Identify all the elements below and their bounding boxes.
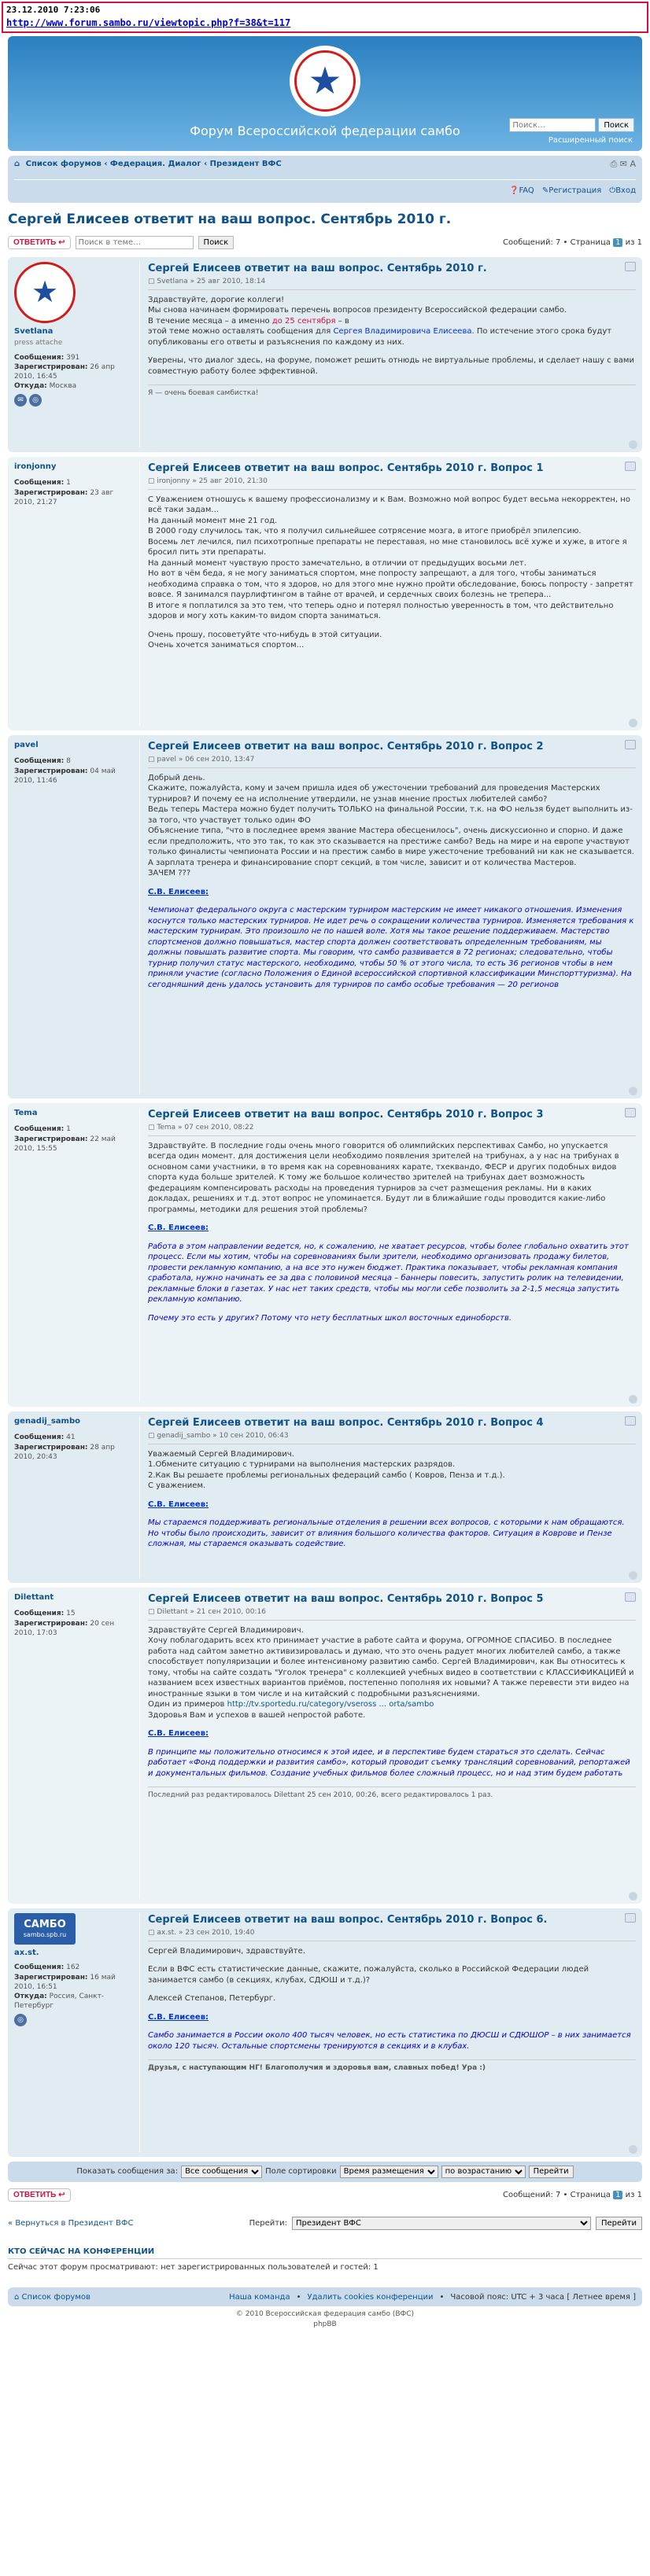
post-title[interactable]: Сергей Елисеев ответит на ваш вопрос. Сентябрь 2010 г.	[148, 262, 487, 274]
post-title[interactable]: Сергей Елисеев ответит на ваш вопрос. Сентябрь 2010 г. Вопрос 5	[148, 1592, 544, 1605]
site-header	[8, 36, 642, 151]
reply-title: С.В. Елисеев:	[148, 2012, 209, 2022]
star-logo-icon[interactable]: ★	[290, 46, 360, 116]
page-of: из 1	[625, 237, 642, 247]
post-profile: Dilettant Сообщения: 15 Зарегистрирован: 20 сен 2010, 17:03	[14, 1592, 140, 1899]
show-select[interactable]	[181, 2166, 262, 2178]
post: ★ Svetlana press attache Сообщения: 391 Зарегистрирован: 26 апр 2010, 16:45 Откуда: Москва ✉ ◎ Сергей Елисеев ответит на ваш вопрос. Сентябрь 2010 г. ▢ Svetlana » 25 авг 2010, 18:14 Здравствуйте, дорогие коллеги! Мы снова начинаем формировать перечень вопросов президенту Всероссийской федерации самбо. В течение месяца – а именно до 25 сентября – в этой теме можно оставлять сообщения для Сергея Владимировича Елисеева. По истечение этого срока будут опубликованы его ответы и разъяснения по каждому из них. Уверены, что диалог здесь, на форуме, поможет решить отнюдь не виртуальные проблемы, и сделает нашу с вами совместную работу более эффективной. Я — очень боевая самбистка!	[8, 257, 642, 452]
post-icon: ▢	[148, 278, 155, 286]
post-profile: genadij_sambo Сообщения: 41 Зарегистрирован: 28 апр 2010, 20:43	[14, 1416, 140, 1578]
online-heading: КТО СЕЙЧАС НА КОНФЕРЕНЦИИ	[8, 2247, 642, 2260]
post-profile: pavel Сообщения: 8 Зарегистрирован: 04 май 2010, 11:46	[14, 740, 140, 1094]
breadcrumb-forums[interactable]: Список форумов	[25, 160, 102, 168]
sort-go-button[interactable]: Перейти	[529, 2166, 574, 2178]
reply-label: ОТВЕТИТЬ	[13, 2191, 57, 2200]
quote-button[interactable]	[623, 1416, 636, 1429]
breadcrumb-dialog[interactable]: ‹ Федерация. Диалог	[104, 160, 201, 168]
post-title[interactable]: Сергей Елисеев ответит на ваш вопрос. Сентябрь 2010 г. Вопрос 6.	[148, 1913, 548, 1926]
sort-label: Поле сортировки	[265, 2167, 337, 2177]
post-author: ▢ ironjonny » 25 авг 2010, 21:30	[148, 477, 636, 489]
back-to-forum-link[interactable]: « Вернуться в Президент ВФС	[8, 2219, 134, 2228]
reply-text: Чемпионат федерального округа с мастерским турниром мастерским не имеет никакого отношения. Изменения коснутся только мастерских турниров. Не идет речь о сокращении количества турниров. Изменяется требования к мастерским турнирам. Это произошло не по нашей воле. Хотя мы такое решение поддерживаем. Мастерство спортсменов должно повышаться, мастер спорта должен соответствовать определенным требованиям, мы должны повышать развитие спорта. Мы говорим, что самбо развивается в 72 регионах; следовательно, чтобы турнир получил статус мастерского, необходимо, чтобы 50 % от этого числа, то есть 36 регионов чтобы в нем приняли участие (согласно Положения о Единой всероссийской спортивной классификации Минспорттуризма). На сегодняшний день удалось установить для турниров по самбо особые требования — 20 регионов	[148, 906, 634, 989]
navbar	[8, 156, 642, 203]
post-author: ▢ pavel » 06 сен 2010, 13:47	[148, 755, 636, 767]
topic-search-input[interactable]	[76, 236, 194, 249]
online-text: Сейчас этот форум просматривают: нет зарегистрированных пользователей и гостей: 1	[8, 2263, 379, 2272]
jump-label: Перейти:	[249, 2219, 287, 2228]
reply-title: С.В. Елисеев:	[148, 1729, 209, 1739]
username[interactable]: genadij_sambo	[14, 1416, 80, 1426]
quote-button[interactable]	[623, 1913, 636, 1926]
reply-text: Мы стараемся поддерживать региональные отделения в решении всех вопросов, с которыми к нам обращаются. Но чтобы было происходить, зависит от влияния большого количества факторов. Ситуация в Коврове и Пензе сложная, мы стараемся оказывать содействие.	[148, 1518, 625, 1549]
reply-arrow-icon: ↩	[58, 238, 65, 248]
external-link[interactable]: http://tv.sportedu.ru/category/vseross ... orta/sambo	[227, 1700, 434, 1709]
post-author: ▢ ax.st. » 23 сен 2010, 19:40	[148, 1928, 636, 1941]
post-author: ▢ Svetlana » 25 авг 2010, 18:14	[148, 277, 636, 289]
reply-title: С.В. Елисеев:	[148, 887, 209, 896]
page-current[interactable]: 1	[613, 238, 622, 247]
faq-link[interactable]	[509, 186, 534, 197]
reply-arrow-icon: ↩	[58, 2191, 65, 2200]
username[interactable]: Tema	[14, 1108, 38, 1117]
post-profile: ironjonny Сообщения: 1 Зарегистрирован: 23 авг 2010, 21:27	[14, 462, 140, 726]
back-to-top-icon[interactable]	[629, 2145, 637, 2154]
post-icon: ▢	[148, 1124, 155, 1132]
order-select[interactable]	[441, 2166, 526, 2178]
advanced-search-link[interactable]: Расширенный поиск	[548, 136, 633, 145]
pagination-text: Сообщений: 7 • Страница	[502, 237, 611, 247]
post-icon: ▢	[148, 1432, 155, 1441]
home-icon: ⌂	[14, 2292, 20, 2302]
reply-text: Самбо занимается в России около 400 тысяч человек, но есть статистика по ДЮСШ и СДЮШОР – в них занимается около 120 тысяч. Остальные спортсмены тренируются в секциях и в клубах.	[148, 2031, 631, 2051]
breadcrumb	[14, 159, 636, 170]
team-link[interactable]: Наша команда	[229, 2292, 290, 2302]
timezone: Часовой пояс: UTC + 3 часа [ Летнее время ]	[450, 2292, 636, 2302]
online-block	[8, 2247, 642, 2273]
avatar: ★	[14, 262, 76, 323]
jump-bar	[8, 2215, 642, 2232]
quote-button[interactable]	[623, 262, 636, 274]
quote-button[interactable]	[623, 1592, 636, 1605]
site-search-input[interactable]	[509, 118, 596, 132]
reply-text: В принципе мы положительно относимся к этой идее, и в перспективе будем стараться это сделать. Сейчас работает «Фонд поддержки и развития самбо», который проводит съемку трансляций соревнований, репортажей и документальных фильмов. Создание учебных фильмов более сложный процесс, но и над этим будем работать	[148, 1747, 630, 1778]
post: genadij_sambo Сообщения: 41 Зарегистрирован: 28 апр 2010, 20:43 Сергей Елисеев ответит на ваш вопрос. Сентябрь 2010 г. Вопрос 4 ▢ genadij_sambo » 10 сен 2010, 06:43 Уважаемый Сергей Владимирович. 1.Обмените ситуацию с турнирами на выполнения мастерских разрядов. 2.Как Вы решаете проблемы региональных федераций самбо ( Ковров, Пенза и т.д.). С уважением. С.В. Елисеев: Мы стараемся поддерживать региональные отделения в решении всех вопросов, с которыми к нам обращаются. Но чтобы было происходить, зависит от влияния большого количества факторов. Ситуация в Коврове и Пензе сложная, мы стараемся оказывать содействие.	[8, 1411, 642, 1583]
pm-icon[interactable]: ✉	[14, 394, 27, 407]
post-title[interactable]: Сергей Елисеев ответит на ваш вопрос. Сентябрь 2010 г. Вопрос 3	[148, 1108, 544, 1121]
www-icon[interactable]: ◎	[14, 2014, 27, 2026]
avatar: САМБО sambo.spb.ru	[14, 1913, 76, 1945]
username[interactable]: pavel	[14, 740, 39, 749]
reply-label: ОТВЕТИТЬ	[13, 238, 57, 248]
reply-button-bottom[interactable]	[8, 2188, 71, 2202]
reply-button[interactable]	[8, 236, 71, 249]
reply-text: Работа в этом направлении ведется, но, к сожалению, не хватает ресурсов, чтобы более глобально охватить этот процесс. Если мы хотим, чтобы на соревнованиях были зрители, необходимо организовать продажу билетов, провести рекламную компанию, а на все это нужен бюджет. Практика показывает, чтобы рекламная компания сработала, нужно начинать ее за два с половиной месяца – баннеры повесить, запустить ролик на телевидении, рекламные блоки в газетах. У нас нет таких средств, чтобы мы могли себе позволить за 2-1,5 месяца запустить рекламную компанию.	[148, 1242, 629, 1305]
reply-title: С.В. Елисеев:	[148, 1224, 209, 1233]
username[interactable]: ax.st.	[14, 1948, 39, 1957]
post-profile: ★ Svetlana press attache Сообщения: 391 Зарегистрирован: 26 апр 2010, 16:45 Откуда: Москва ✉ ◎	[14, 262, 140, 447]
login-icon: ⏻	[609, 186, 616, 195]
site-search	[509, 118, 634, 132]
home-icon: ⌂	[14, 160, 20, 168]
login-label: Вход	[615, 186, 636, 195]
username[interactable]: Dilettant	[14, 1592, 54, 1602]
post-icon: ▢	[148, 1608, 155, 1617]
site-title: Форум Всероссийской федерации самбо	[190, 123, 460, 138]
back-to-top-icon[interactable]	[629, 440, 637, 449]
quote-button[interactable]	[623, 740, 636, 753]
post: САМБО sambo.spb.ru ax.st. Сообщения: 162 Зарегистрирован: 16 май 2010, 16:51 Откуда: Россия, Санкт-Петербург ◎ Сергей Елисеев ответит на ваш вопрос. Сентябрь 2010 г. Вопрос 6. ▢ ax.st. » 23 сен 2010, 19:40 Сергей Владимирович, здравствуйте. Если в ВФС есть статистические данные, скажите, пожалуйста, сколько в Российской Федерации людей занимается самбо (в секциях, клубах, СДЮШ и т.д.)? Алексей Степанов, Петербург. С.В. Елисеев: Самбо занимается в России около 400 тысяч человек, но есть статистика по ДЮСШ и СДЮШОР – в них занимается около 120 тысяч. Остальные спортсмены тренируются в секциях и в клубах. Друзья, с наступающим НГ! Благополучия и здоровья вам, славных побед! Ура :)	[8, 1908, 642, 2157]
username[interactable]: ironjonny	[14, 462, 57, 471]
register-icon: ✎	[541, 186, 549, 195]
pagination	[503, 237, 642, 248]
post-author: ▢ Tema » 07 сен 2010, 08:22	[148, 1123, 636, 1135]
user-rank: press attache	[14, 339, 63, 348]
back-to-top-icon[interactable]	[629, 1395, 637, 1404]
post: pavel Сообщения: 8 Зарегистрирован: 04 май 2010, 11:46 Сергей Елисеев ответит на ваш вопрос. Сентябрь 2010 г. Вопрос 2 ▢ pavel » 06 сен 2010, 13:47 Добрый день. Скажите, пожалуйста, кому и зачем пришла идея об ужесточении требований для проведения Мастерских турниров? И почему ее на исполнение утвердили, не узнав мнение простых любителей самбо? Ведь теперь Мастера можно будет получить ТОЛЬКО на финальной России, т.к. на ФО нельзя будет выполнить из-за того, что участвует только один ФО Объяснение типа, "что в последнее время звание Мастера обесценилось", очень дискуссионно и спорно. И даже если предположить, что это так, то как это сказывается на престиже самбо? Ведь на мире и на европе участвуют только финалисты чемпионата России и на престиж самбо в мире ужесточение требований ни как не сказывается. А зарплата тренера и финансирование спорт секций, в том числе, зависит и от количества Мастеров. ЗАЧЕМ ??? С.В. Елисеев: Чемпионат федерального округа с мастерским турниром мастерским не имеет никакого отношения. Изменения коснутся только мастерских турниров. Не идет речь о сокращении количества турниров. Изменяется требования к мастерским турнирам. Это произошло не по нашей воле. Хотя мы такое решение поддерживаем. Мастерство спортсменов должно повышаться, мастер спорта должен соответствовать определенным требованиям, мы должны повышать развитие спорта. Мы говорим, что самбо развивается в 72 регионах; следовательно, чтобы турнир получил статус мастерского, необходимо, чтобы 50 % от этого числа, то есть 36 регионов чтобы в нем приняли участие (согласно Положения о Единой всероссийской спортивной классификации Минспорттуризма). На сегодняшний день удалось установить для турниров по самбо особые требования — 20 регионов	[8, 735, 642, 1098]
breadcrumb-president[interactable]: ‹ Президент ВФС	[204, 160, 282, 168]
quote-button[interactable]	[623, 462, 636, 474]
post-icon: ▢	[148, 1929, 155, 1938]
post-profile: Tema Сообщения: 1 Зарегистрирован: 22 май 2010, 15:55	[14, 1108, 140, 1402]
capture-header	[2, 2, 648, 33]
topic-actions-top	[8, 234, 642, 252]
faq-label: FAQ	[519, 186, 534, 195]
sort-bar	[8, 2162, 642, 2182]
post: Tema Сообщения: 1 Зарегистрирован: 22 май 2010, 15:55 Сергей Елисеев ответит на ваш вопрос. Сентябрь 2010 г. Вопрос 3 ▢ Tema » 07 сен 2010, 08:22 Здравствуйте. В последние годы очень много говорится об олимпийских перспективах Самбо, но упускается всегда один момент. для достижения цели необходимо появления зрителей на трибунах, а у нас на трибунах в основном сами участники, в то время как на соревнованиях карате, тхеквандо, ФЕСР и других подобных видов спорта куда больше зрителей. К тому же большое количество зрителей на трибунах дает возможность федерациям компенсировать расходы на проведения турниров за счет размещения рекламы. Ни в каких докладах, решениях и т.д. этот вопрос не упоминается. Будут ли в ближайшие годы проводится какие-либо программы, методики для решения этой проблемы? С.В. Елисеев: Работа в этом направлении ведется, но, к сожалению, не хватает ресурсов, чтобы более глобально охватить этот процесс. Если мы хотим, чтобы на соревнованиях были зрители, необходимо организовать продажу билетов, провести рекламную компанию, а на все это нужен бюджет. Практика показывает, чтобы рекламная компания сработала, нужно начинать ее за два с половиной месяца – баннеры повесить, запустить ролик на телевидении, рекламные блоки в газетах. У нас нет таких средств, чтобы мы могли себе позволить за 2-1,5 месяца запустить рекламную компанию. Почему это есть у других? Потому что нету бесплатных школ восточных единоборств.	[8, 1103, 642, 1407]
font-size-icon[interactable]: ⎙ ✉ A	[610, 159, 636, 169]
back-to-top-icon[interactable]	[629, 1571, 637, 1580]
register-link[interactable]	[542, 186, 601, 197]
delete-cookies-link[interactable]: Удалить cookies конференции	[307, 2292, 434, 2302]
footer-home-link[interactable]: ⌂ Список форумов	[14, 2292, 90, 2302]
login-link[interactable]	[609, 186, 636, 197]
post-profile: САМБО sambo.spb.ru ax.st. Сообщения: 162 Зарегистрирован: 16 май 2010, 16:51 Откуда: Россия, Санкт-Петербург ◎	[14, 1913, 140, 2152]
sort-select[interactable]	[340, 2166, 438, 2178]
back-arrow-icon: «	[8, 2219, 13, 2228]
signature: Друзья, с наступающим НГ! Благополучия и здоровья вам, славных побед! Ура :)	[148, 2059, 636, 2073]
post-author: ▢ Dilettant » 21 сен 2010, 00:16	[148, 1607, 636, 1620]
reply-text-2: Почему это есть у других? Потому что нету бесплатных школ восточных единоборств.	[148, 1313, 512, 1323]
back-to-top-icon[interactable]	[629, 1892, 637, 1901]
help-icon: ❓	[508, 186, 519, 195]
jump-button[interactable]: Перейти	[596, 2217, 642, 2230]
copyright: © 2010 Всероссийская федерация самбо (ВФС) phpBB	[235, 2309, 415, 2329]
back-to-top-icon[interactable]	[629, 1087, 637, 1095]
reply-title: С.В. Елисеев:	[148, 1500, 209, 1509]
back-to-top-icon[interactable]	[629, 719, 637, 727]
site-search-button[interactable]: Поиск	[598, 118, 634, 132]
capture-date: 23.12.2010 7:23:06	[6, 5, 101, 15]
topic-actions-bottom	[8, 2187, 642, 2204]
topic-title[interactable]: Сергей Елисеев ответит на ваш вопрос. Сентябрь 2010 г.	[8, 212, 452, 227]
post-icon: ▢	[148, 756, 155, 764]
jump-select[interactable]	[292, 2217, 591, 2230]
post-icon: ▢	[148, 477, 155, 486]
edit-note: Последний раз редактировалось Dilettant 25 сен 2010, 00:26, всего редактировалось 1 раз.	[148, 1787, 636, 1800]
post-title[interactable]: Сергей Елисеев ответит на ваш вопрос. Сентябрь 2010 г. Вопрос 1	[148, 462, 544, 474]
post-title[interactable]: Сергей Елисеев ответит на ваш вопрос. Сентябрь 2010 г. Вопрос 4	[148, 1416, 544, 1429]
footer-nav: ⌂ Список форумов Наша команда • Удалить cookies конференции • Часовой пояс: UTC + 3 часа [ Летнее время ]	[8, 2287, 642, 2306]
post-author: ▢ genadij_sambo » 10 сен 2010, 06:43	[148, 1431, 636, 1444]
capture-url[interactable]: http://www.forum.sambo.ru/viewtopic.php?f=38&t=117	[6, 17, 291, 28]
www-icon[interactable]: ◎	[29, 394, 42, 407]
page-current-bottom[interactable]: 1	[613, 2191, 622, 2199]
post-title[interactable]: Сергей Елисеев ответит на ваш вопрос. Сентябрь 2010 г. Вопрос 2	[148, 740, 544, 753]
quote-button[interactable]	[623, 1108, 636, 1121]
register-label: Регистрация	[548, 186, 602, 195]
show-label: Показать сообщения за:	[76, 2167, 179, 2177]
username[interactable]: Svetlana	[14, 326, 54, 336]
signature: Я — очень боевая самбистка!	[148, 385, 636, 398]
post: ironjonny Сообщения: 1 Зарегистрирован: 23 авг 2010, 21:27 Сергей Елисеев ответит на ваш вопрос. Сентябрь 2010 г. Вопрос 1 ▢ ironjonny » 25 авг 2010, 21:30 С Уважением отношусь к вашему профессионализму и к Вам. Возможно мой вопрос будет весьма некорректен, но всё таки задам... На данный момент мне 21 год. В 2000 году случилось так, что я получил сильнейшее сотрясение мозга, в итоге приобрёл эпилепсию. Восемь лет лечился, пил психотропные препараты не переставая, но мне становилось всё хуже и хуже, в итоге я бросил пить эти препараты. На данный момент чувствую просто замечательно, в отличии от предыдущих восьми лет. Но вот в чём беда, я не могу заниматься спортом, мне попросту запрещают, а для того, чтобы заниматься необходима справка о том, что я здоров, но для этого мне нужно пройти обследование, боюсь попросту - запретят вовсе. Я занимался паурлифтингом в тайне от врачей, и сердечных своих болезнь не трепера... В итоге я поплатился за это тем, что теперь одно и потерял полностью уверенность в том, что действительно здоров и могу хоть каким-то видом спорта заниматься. Очень прошу, посоветуйте что-нибудь в этой ситуации. Очень хочется заниматься спортом...	[8, 457, 642, 730]
post: Dilettant Сообщения: 15 Зарегистрирован: 20 сен 2010, 17:03 Сергей Елисеев ответит на ваш вопрос. Сентябрь 2010 г. Вопрос 5 ▢ Dilettant » 21 сен 2010, 00:16 Здравствуйте Сергей Владимирович. Хочу поблагодарить всех кто принимает участие в работе сайта и форума, ОГРОМНОЕ СПАСИБО. В последнее работа над сайтом заметно активизировалась и думаю, что это очень радует многих любителей самбо, а также способствует популяризации и более интенсивному развитию самбо. Сергей Владимирович, как Вы относитесь к тому, чтобы на сайте создать "Уголок тренера" с коллекцией учебных видео в соответствии с КЛАССИФИКАЦИЕЙ и названием всех известных вариантов приёмов, постепенно пополняя их новыми? А также перевести эти видео на иностранные языки в том числе и на китайский с подробными разъяснениями. Один из примеров http://tv.sportedu.ru/category/vseross ... orta/sambo Здоровья Вам и успехов в вашей непростой работе. С.В. Елисеев: В принципе мы положительно относимся к этой идее, и в перспективе будем стараться это сделать. Сейчас работает «Фонд поддержки и развития самбо», который проводит съемку трансляций соревнований, репортажей и документальных фильмов. Создание учебных фильмов более сложный процесс, но и над этим будем работать Последний раз редактировалось Dilettant 25 сен 2010, 00:26, всего редактировалось 1 раз.	[8, 1588, 642, 1904]
topic-search-button[interactable]: Поиск	[198, 236, 235, 249]
pagination-bottom: Сообщений: 7 • Страница 1 из 1	[502, 2191, 642, 2200]
